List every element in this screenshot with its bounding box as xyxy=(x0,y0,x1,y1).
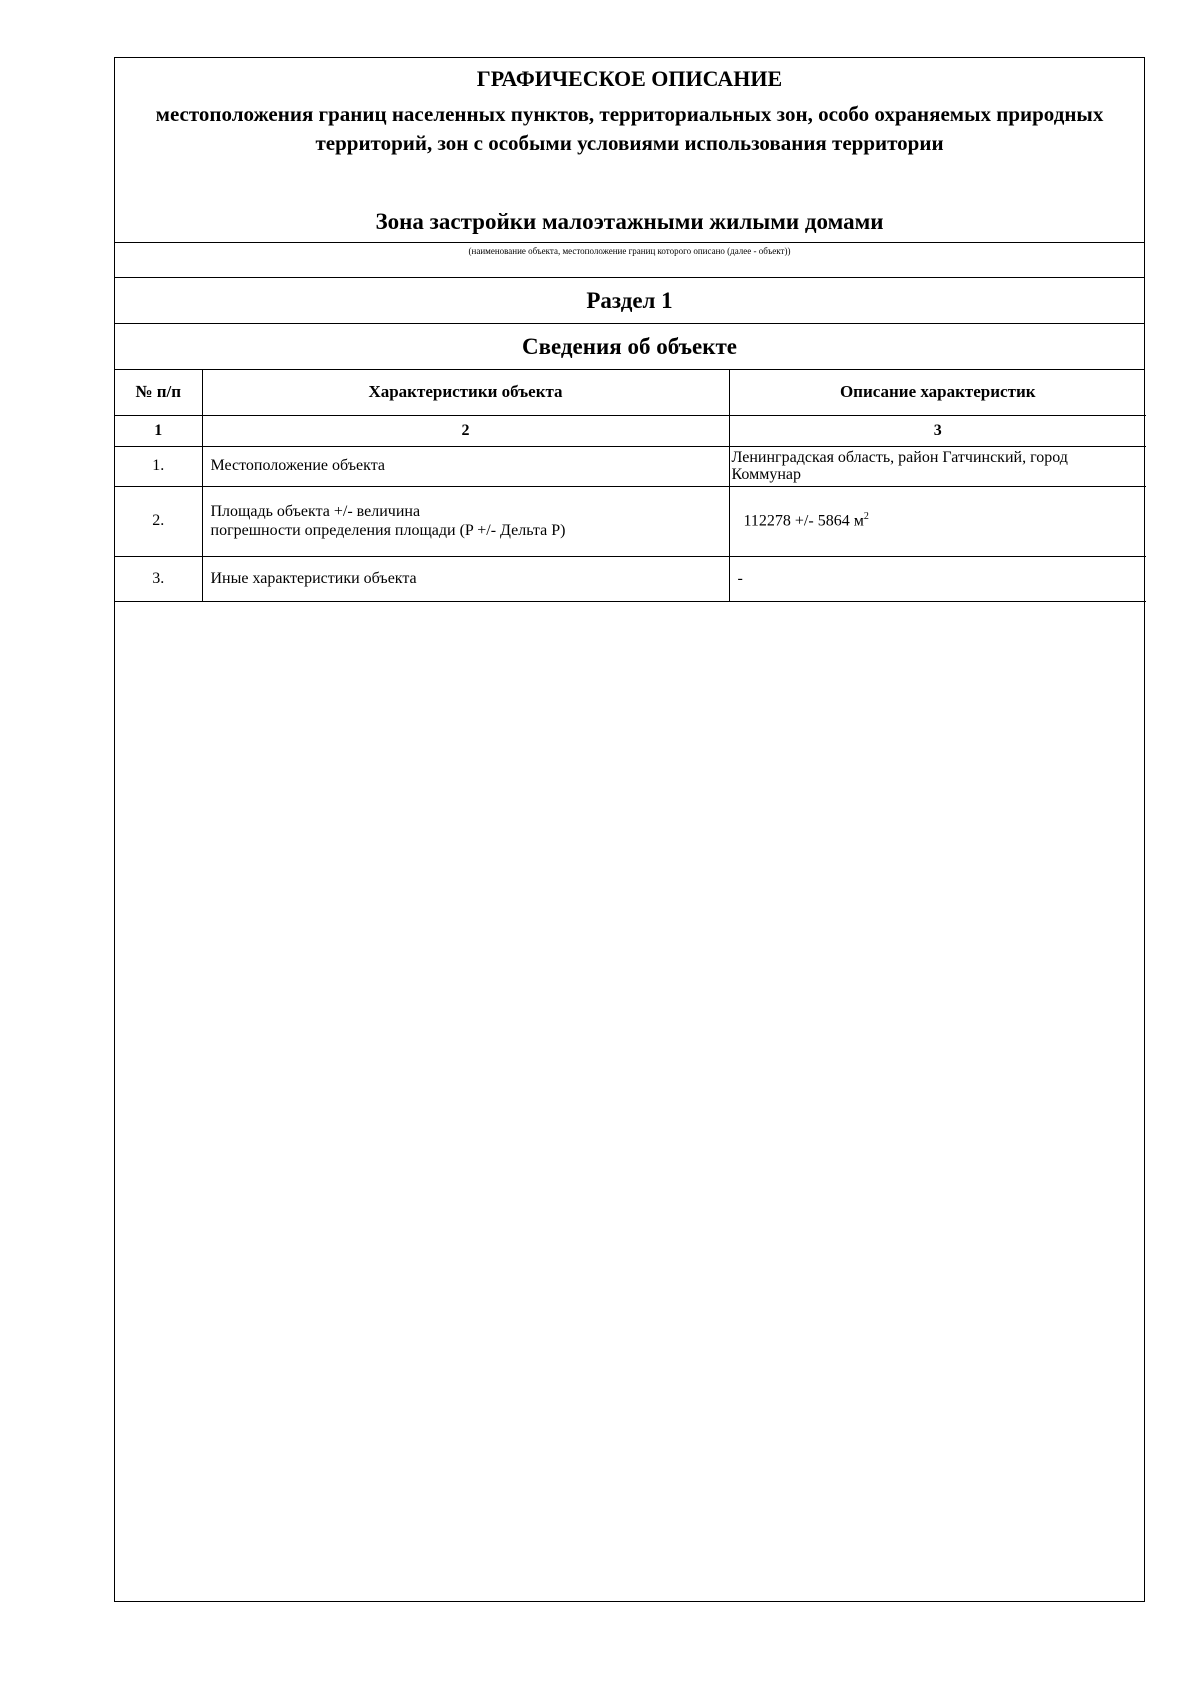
object-caption: (наименование объекта, местоположение границ которого описано (далее - объект)) xyxy=(468,246,791,256)
table-row xyxy=(115,446,1146,486)
column-header-description: Описание характеристик xyxy=(729,370,1146,415)
row-characteristic: Иные характеристики объекта xyxy=(202,556,729,601)
row-characteristic-line2: погрешности определения площади (P +/- Дельта P) xyxy=(210,522,566,539)
column-number-3: 3 xyxy=(729,415,1146,446)
row-characteristic: Местоположение объекта xyxy=(202,446,729,486)
object-info-table xyxy=(115,370,1146,602)
row-value xyxy=(729,486,1146,556)
document-subtitle: местоположения границ населенных пунктов, территориальных зон, особо охраняемых природных территорий, зон с особыми условиями использования территории xyxy=(155,102,1104,155)
row-value: - xyxy=(729,556,1146,601)
row-characteristic xyxy=(202,486,729,556)
section-title: Сведения об объекте xyxy=(115,324,1144,370)
table-column-numbers-row xyxy=(115,415,1146,446)
column-number-2: 2 xyxy=(202,415,729,446)
row-index: 1. xyxy=(115,446,202,486)
row-characteristic-line1: Площадь объекта +/- величина xyxy=(210,503,421,520)
table-header-row xyxy=(115,370,1146,415)
document-header xyxy=(115,58,1144,243)
column-number-1: 1 xyxy=(115,415,202,446)
section-number: Раздел 1 xyxy=(115,278,1144,324)
table-row xyxy=(115,556,1146,601)
row-index: 2. xyxy=(115,486,202,556)
row-index: 3. xyxy=(115,556,202,601)
document-frame xyxy=(114,57,1145,1602)
object-caption-row xyxy=(115,243,1144,278)
area-unit-superscript: 2 xyxy=(863,511,869,523)
area-value-text: 112278 +/- 5864 м xyxy=(743,512,864,530)
row-value: Ленинградская область, район Гатчинский, город Коммунар xyxy=(729,446,1146,486)
column-header-index: № п/п xyxy=(115,370,202,415)
document-title: ГРАФИЧЕСКОЕ ОПИСАНИЕ xyxy=(476,66,783,91)
object-name: Зона застройки малоэтажными жилыми домами xyxy=(375,209,884,234)
table-row xyxy=(115,486,1146,556)
column-header-characteristic: Характеристики объекта xyxy=(202,370,729,415)
